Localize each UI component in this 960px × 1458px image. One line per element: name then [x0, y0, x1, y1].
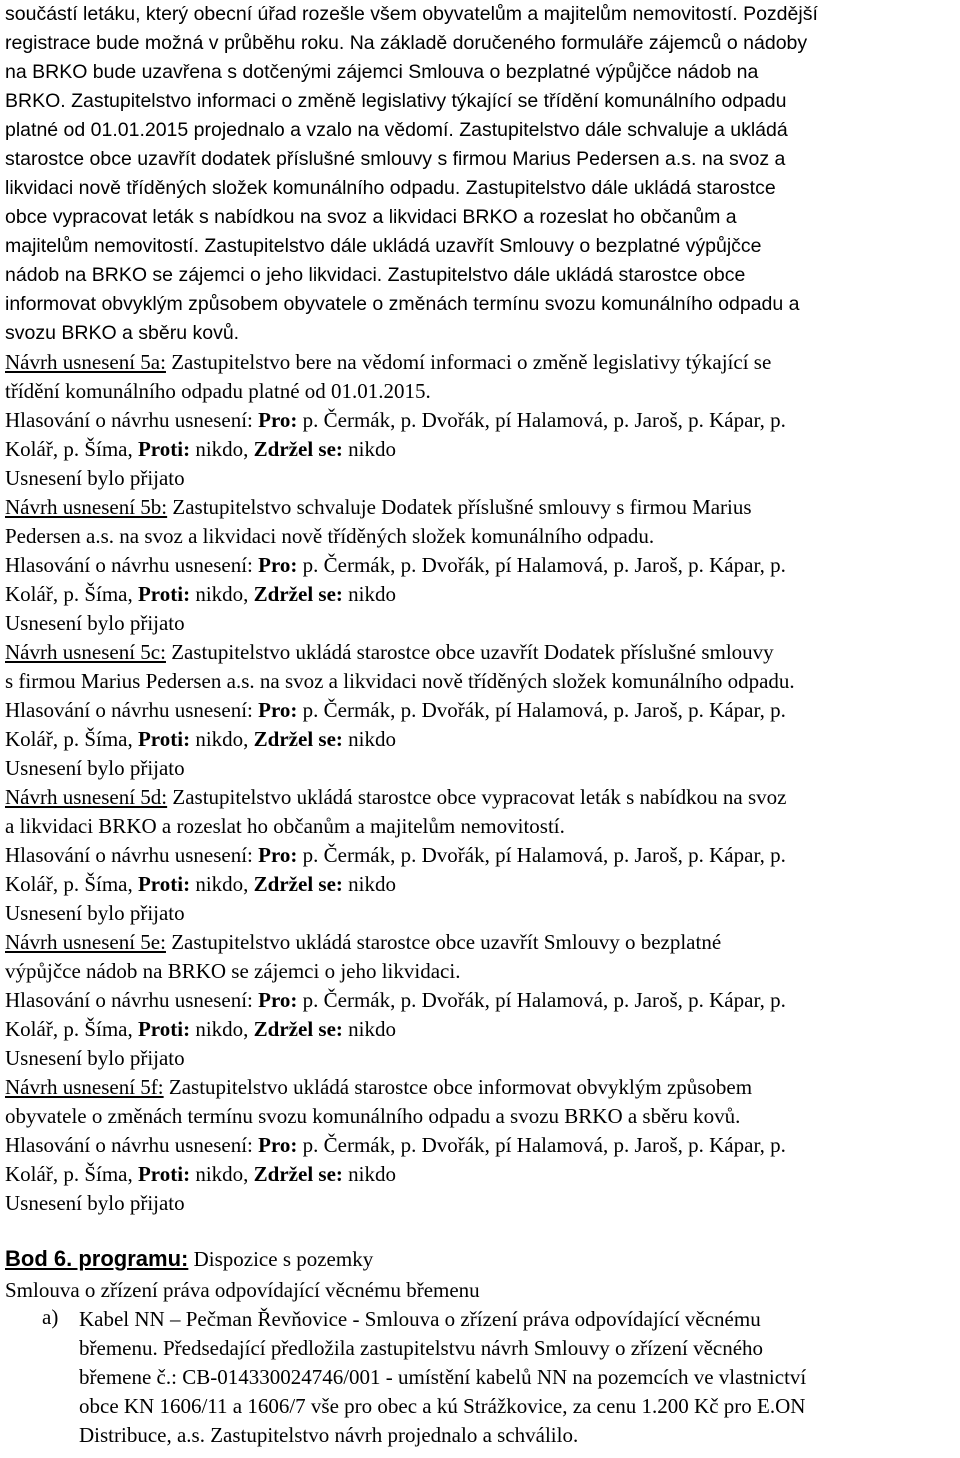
list-item-line: břemene č.: CB-014330024746/001 - umístění kabelů NN na pozemcích ve vlastnictví	[79, 1365, 807, 1389]
resolution-block	[5, 348, 955, 493]
vote-proti-value: nikdo,	[190, 582, 254, 606]
vote-proti-label: Proti:	[137, 1017, 191, 1041]
vote-zdrzel-label: Zdržel se:	[253, 437, 343, 461]
resolution-block	[5, 783, 955, 928]
vote-line	[5, 696, 955, 725]
vote-pro-names: p. Čermák, p. Dvořák, pí Halamová, p. Jaroš, p. Kápar, p.	[297, 698, 786, 722]
vote-line	[5, 986, 955, 1015]
resolution-text: Pedersen a.s. na svoz a likvidaci nově tříděných složek komunálního odpadu.	[5, 524, 655, 548]
vote-proti-value: nikdo,	[190, 727, 254, 751]
intro-line: starostce obce uzavřít dodatek příslušné smlouvy s firmou Marius Pedersen a.s. na svoz a	[5, 148, 786, 170]
vote-pro-label: Pro:	[258, 843, 298, 867]
vote-result: Usnesení bylo přijato	[5, 1046, 185, 1070]
vote-proti-label: Proti:	[137, 437, 191, 461]
resolution-block	[5, 638, 955, 783]
vote-line	[5, 725, 955, 754]
vote-pro-names: p. Čermák, p. Dvořák, pí Halamová, p. Jaroš, p. Kápar, p.	[297, 843, 786, 867]
vote-line	[5, 435, 955, 464]
resolution-label: Návrh usnesení 5b:	[5, 495, 168, 519]
vote-proti-label: Proti:	[137, 582, 191, 606]
vote-zdrzel-label: Zdržel se:	[253, 1017, 343, 1041]
document-page	[5, 0, 955, 1450]
vote-zdrzel-value: nikdo	[342, 582, 396, 606]
intro-line: obce vypracovat leták s nabídkou na svoz a likvidaci BRKO a rozeslat ho občanům a	[5, 206, 737, 228]
vote-result: Usnesení bylo přijato	[5, 901, 185, 925]
vote-zdrzel-label: Zdržel se:	[253, 872, 343, 896]
vote-zdrzel-label: Zdržel se:	[253, 1162, 343, 1186]
vote-zdrzel-value: nikdo	[342, 1017, 396, 1041]
vote-proti-label: Proti:	[137, 872, 191, 896]
vote-zdrzel-label: Zdržel se:	[253, 582, 343, 606]
resolution-label: Návrh usnesení 5f:	[5, 1075, 164, 1099]
intro-line: BRKO. Zastupitelstvo informaci o změně legislativy týkající se třídění komunálního odpadu	[5, 90, 787, 112]
vote-proti-label: Proti:	[137, 727, 191, 751]
resolution-text: obyvatele o změnách termínu svozu komunálního odpadu a svozu BRKO a sběru kovů.	[5, 1104, 741, 1128]
list-marker: a)	[42, 1305, 59, 1329]
vote-prefix: Hlasování o návrhu usnesení:	[5, 843, 259, 867]
vote-zdrzel-value: nikdo	[342, 727, 396, 751]
resolution-text: Zastupitelstvo ukládá starostce obce informovat obvyklým způsobem	[163, 1075, 753, 1099]
section-subheading: Smlouva o zřízení práva odpovídající věcnému břemenu	[5, 1278, 480, 1302]
resolution-text: a likvidaci BRKO a rozeslat ho občanům a majitelům nemovitostí.	[5, 814, 565, 838]
resolution-block	[5, 493, 955, 638]
vote-pro-names: Kolář, p. Šíma,	[5, 582, 138, 606]
intro-paragraph	[5, 0, 955, 348]
vote-pro-label: Pro:	[258, 988, 298, 1012]
list-item-line: obce KN 1606/11 a 1606/7 vše pro obec a kú Strážkovice, za cenu 1.200 Kč pro E.ON	[79, 1394, 806, 1418]
vote-pro-label: Pro:	[258, 408, 298, 432]
resolution-label: Návrh usnesení 5a:	[5, 350, 166, 374]
vote-pro-names: p. Čermák, p. Dvořák, pí Halamová, p. Jaroš, p. Kápar, p.	[297, 1133, 786, 1157]
vote-proti-label: Proti:	[137, 1162, 191, 1186]
intro-line: součástí letáku, který obecní úřad rozešle všem obyvatelům a majitelům nemovitostí. Pozdější	[5, 3, 818, 25]
resolution-text: Zastupitelstvo bere na vědomí informaci o změně legislativy týkající se	[165, 350, 772, 374]
vote-line	[5, 1015, 955, 1044]
spacer	[5, 1218, 955, 1244]
resolution-text: Zastupitelstvo ukládá starostce obce vypracovat leták s nabídkou na svoz	[167, 785, 787, 809]
resolution-text: třídění komunálního odpadu platné od 01.01.2015.	[5, 379, 431, 403]
resolution-text: Zastupitelstvo schvaluje Dodatek příslušné smlouvy s firmou Marius	[167, 495, 752, 519]
vote-result: Usnesení bylo přijato	[5, 756, 185, 780]
section-title: Dispozice s pozemky	[188, 1247, 374, 1271]
resolution-text: výpůjčce nádob na BRKO se zájemci o jeho likvidaci.	[5, 959, 461, 983]
vote-pro-label: Pro:	[258, 698, 298, 722]
resolution-label: Návrh usnesení 5c:	[5, 640, 166, 664]
resolution-label: Návrh usnesení 5d:	[5, 785, 168, 809]
intro-line: informovat obvyklým způsobem obyvatele o změnách termínu svozu komunálního odpadu a	[5, 293, 800, 315]
vote-proti-value: nikdo,	[190, 1162, 254, 1186]
vote-result: Usnesení bylo přijato	[5, 1191, 185, 1215]
vote-proti-value: nikdo,	[190, 1017, 254, 1041]
vote-prefix: Hlasování o návrhu usnesení:	[5, 553, 259, 577]
resolutions-list	[5, 348, 955, 1218]
intro-line: registrace bude možná v průběhu roku. Na základě doručeného formuláře zájemců o nádoby	[5, 32, 808, 54]
intro-line: majitelům nemovitostí. Zastupitelstvo dále ukládá uzavřít Smlouvy o bezplatné výpůjčce	[5, 235, 762, 257]
intro-line: nádob na BRKO se zájemci o jeho likvidaci. Zastupitelstvo dále ukládá starostce obce	[5, 264, 746, 286]
section-heading: Bod 6. programu:	[5, 1246, 189, 1271]
vote-pro-names: Kolář, p. Šíma,	[5, 437, 138, 461]
vote-zdrzel-value: nikdo	[342, 872, 396, 896]
vote-zdrzel-value: nikdo	[342, 437, 396, 461]
vote-result: Usnesení bylo přijato	[5, 466, 185, 490]
list-item-line: Kabel NN – Pečman Řevňovice - Smlouva o zřízení práva odpovídající věcnému	[79, 1307, 761, 1331]
vote-line	[5, 580, 955, 609]
vote-pro-label: Pro:	[258, 553, 298, 577]
resolution-block	[5, 928, 955, 1073]
vote-prefix: Hlasování o návrhu usnesení:	[5, 1133, 259, 1157]
vote-line	[5, 551, 955, 580]
resolution-block	[5, 1073, 955, 1218]
section-heading-line	[5, 1244, 955, 1276]
vote-proti-value: nikdo,	[190, 437, 254, 461]
intro-line: platné od 01.01.2015 projednalo a vzalo na vědomí. Zastupitelstvo dále schvaluje a ukládá	[5, 119, 788, 141]
list-item	[5, 1305, 955, 1450]
vote-result: Usnesení bylo přijato	[5, 611, 185, 635]
list-item-line: břemenu. Předsedající předložila zastupitelstvu návrh Smlouvy o zřízení věcného	[79, 1336, 764, 1360]
vote-zdrzel-label: Zdržel se:	[253, 727, 343, 751]
resolution-text: s firmou Marius Pedersen a.s. na svoz a likvidaci nově tříděných složek komunálního odpadu.	[5, 669, 795, 693]
vote-pro-names: p. Čermák, p. Dvořák, pí Halamová, p. Jaroš, p. Kápar, p.	[297, 408, 786, 432]
vote-prefix: Hlasování o návrhu usnesení:	[5, 408, 259, 432]
vote-prefix: Hlasování o návrhu usnesení:	[5, 988, 259, 1012]
vote-line	[5, 1131, 955, 1160]
vote-pro-names: Kolář, p. Šíma,	[5, 1162, 138, 1186]
vote-pro-label: Pro:	[258, 1133, 298, 1157]
section-bod-6	[5, 1244, 955, 1450]
vote-line	[5, 406, 955, 435]
vote-pro-names: p. Čermák, p. Dvořák, pí Halamová, p. Jaroš, p. Kápar, p.	[297, 988, 786, 1012]
intro-line: na BRKO bude uzavřena s dotčenými zájemci Smlouva o bezplatné výpůjčce nádob na	[5, 61, 759, 83]
vote-prefix: Hlasování o návrhu usnesení:	[5, 698, 259, 722]
vote-line	[5, 870, 955, 899]
resolution-text: Zastupitelstvo ukládá starostce obce uzavřít Dodatek příslušné smlouvy	[165, 640, 774, 664]
vote-pro-names: Kolář, p. Šíma,	[5, 1017, 138, 1041]
resolution-text: Zastupitelstvo ukládá starostce obce uzavřít Smlouvy o bezplatné	[165, 930, 722, 954]
intro-line: svozu BRKO a sběru kovů.	[5, 322, 240, 344]
vote-line	[5, 841, 955, 870]
vote-pro-names: Kolář, p. Šíma,	[5, 727, 138, 751]
vote-pro-names: Kolář, p. Šíma,	[5, 872, 138, 896]
vote-pro-names: p. Čermák, p. Dvořák, pí Halamová, p. Jaroš, p. Kápar, p.	[297, 553, 786, 577]
list-item-line: Distribuce, a.s. Zastupitelstvo návrh projednalo a schválilo.	[79, 1423, 579, 1447]
vote-zdrzel-value: nikdo	[342, 1162, 396, 1186]
vote-line	[5, 1160, 955, 1189]
resolution-label: Návrh usnesení 5e:	[5, 930, 166, 954]
intro-line: likvidaci nově tříděných složek komunálního odpadu. Zastupitelstvo dále ukládá starostce	[5, 177, 776, 199]
vote-proti-value: nikdo,	[190, 872, 254, 896]
